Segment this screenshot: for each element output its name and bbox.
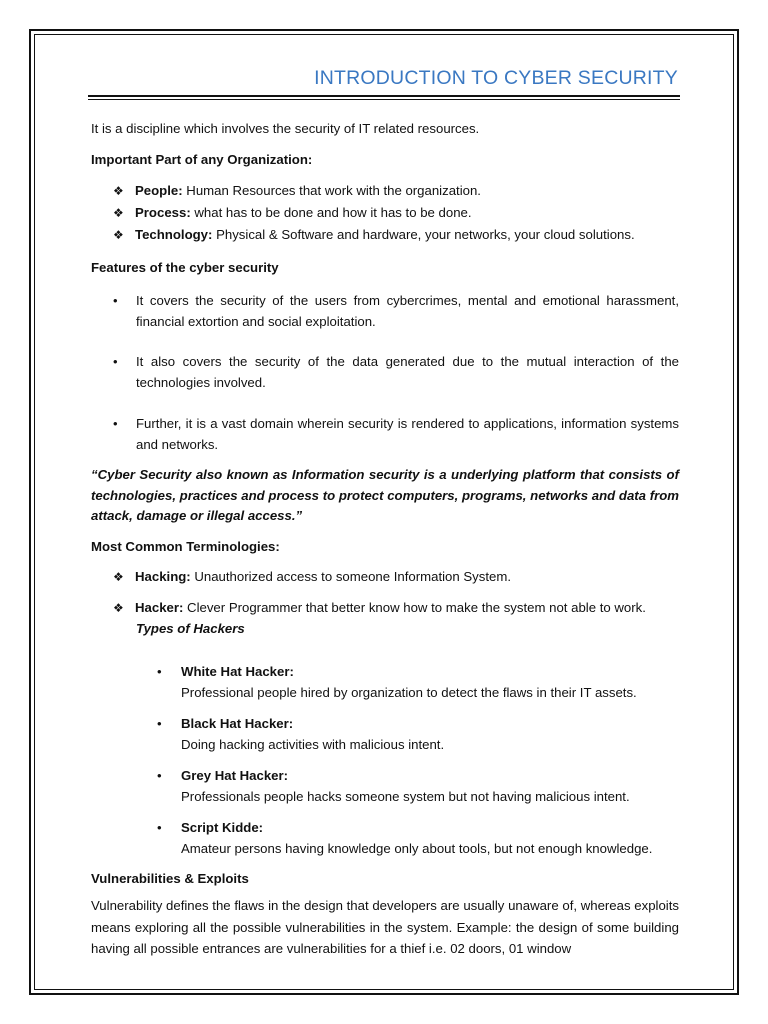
types-of-hackers-heading: Types of Hackers xyxy=(136,621,245,636)
page-title: INTRODUCTION TO CYBER SECURITY xyxy=(314,67,678,89)
diamond-bullet-icon: ❖ xyxy=(113,206,124,220)
feature-item: • It also covers the security of the data generated due to the mutual interaction of the technologies involved. xyxy=(113,351,679,393)
bullet-icon: • xyxy=(157,820,162,835)
terminologies-heading: Most Common Terminologies: xyxy=(91,539,280,554)
diamond-bullet-icon: ❖ xyxy=(113,601,124,615)
bullet-icon: • xyxy=(113,354,118,369)
list-item-hacker: ❖ Hacker: Clever Programmer that better know how to make the system not able to work. xyxy=(113,598,683,618)
diamond-bullet-icon: ❖ xyxy=(113,184,124,198)
hacker-type-item: • White Hat Hacker: Professional people hired by organization to detect the flaws in their IT assets. xyxy=(157,661,687,703)
list-item-people: ❖ People: Human Resources that work with the organization. xyxy=(113,181,683,201)
bullet-icon: • xyxy=(113,416,118,431)
vulnerabilities-heading: Vulnerabilities & Exploits xyxy=(91,871,249,886)
list-item-hacking: ❖ Hacking: Unauthorized access to someone Information System. xyxy=(113,567,683,587)
intro-paragraph: It is a discipline which involves the security of IT related resources. xyxy=(91,121,480,136)
list-item-process: ❖ Process: what has to be done and how it has to be done. xyxy=(113,203,683,223)
feature-item: • It covers the security of the users from cybercrimes, mental and emotional harassment, financial extortion and social exploitation. xyxy=(113,290,679,332)
bullet-icon: • xyxy=(157,716,162,731)
diamond-bullet-icon: ❖ xyxy=(113,570,124,584)
feature-item: • Further, it is a vast domain wherein security is rendered to applications, information systems and networks. xyxy=(113,413,679,455)
diamond-bullet-icon: ❖ xyxy=(113,228,124,242)
vulnerabilities-paragraph: Vulnerability defines the flaws in the design that developers are usually unaware of, whereas exploits means exploring all the possible vulnerabilities in the system. Example: the design of some building having all possible entrances are vulnerabilities for a thief i.e. 02 doors, 01 window xyxy=(91,898,679,956)
important-heading: Important Part of any Organization: xyxy=(91,152,313,167)
list-item-technology: ❖ Technology: Physical & Software and hardware, your networks, your cloud solutions. xyxy=(113,225,683,245)
hacker-type-item: • Grey Hat Hacker: Professionals people hacks someone system but not having malicious intent. xyxy=(157,765,687,807)
bullet-icon: • xyxy=(113,293,118,308)
title-rule-thin xyxy=(88,99,680,100)
bullet-icon: • xyxy=(157,664,162,679)
definition-quote: “Cyber Security also known as Information security is a underlying platform that consists of technologies, practices and process to protect computers, programs, networks and data from attack, damage or illegal access.” xyxy=(91,467,679,523)
hacker-type-item: • Black Hat Hacker: Doing hacking activities with malicious intent. xyxy=(157,713,687,755)
title-rule-thick xyxy=(88,95,680,97)
hacker-type-item: • Script Kidde: Amateur persons having knowledge only about tools, but not enough knowledge. xyxy=(157,817,687,859)
bullet-icon: • xyxy=(157,768,162,783)
features-heading: Features of the cyber security xyxy=(91,260,279,275)
